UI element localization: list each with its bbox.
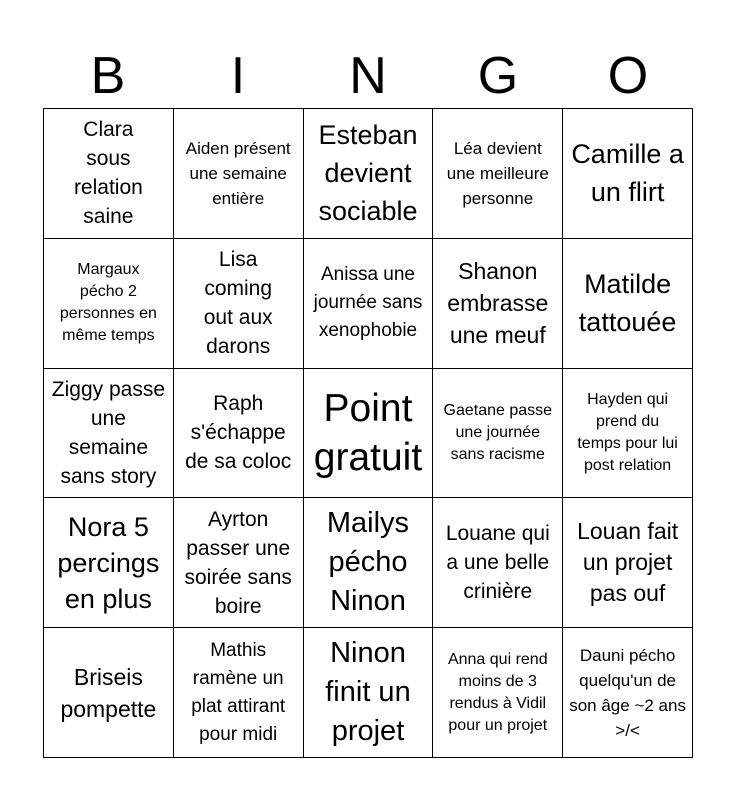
header-letter-b: B — [90, 47, 126, 105]
bingo-cell-r5c1 — [44, 628, 174, 758]
header-letter-o: O — [607, 47, 649, 105]
bingo-cell-r2c2 — [174, 239, 304, 369]
bingo-cell-text: Nora 5 percings en plus — [57, 511, 160, 614]
bingo-cell-r1c5 — [563, 109, 693, 239]
bingo-cell-r1c4 — [433, 109, 563, 239]
bingo-cell-r3c1 — [44, 369, 174, 499]
bingo-grid — [43, 108, 693, 758]
bingo-cell-r2c5 — [563, 239, 693, 369]
bingo-cell-text: Aiden présent une semaine entière — [185, 138, 291, 208]
bingo-cell-r3c5 — [563, 369, 693, 499]
bingo-cell-text: Lisa coming out aux darons — [203, 248, 273, 359]
bingo-cell-r2c4 — [433, 239, 563, 369]
bingo-cell-text: Clara sous relation saine — [73, 118, 143, 229]
bingo-cell-r1c3 — [304, 109, 434, 239]
bingo-cell-r3c3 — [304, 369, 434, 499]
bingo-cell-text: Louan fait un projet pas ouf — [577, 518, 679, 607]
bingo-cell-text: Gaetane passe une journée sans racisme — [443, 401, 553, 463]
bingo-cell-text: Matilde tattouée — [578, 269, 677, 338]
bingo-cell-r5c2 — [174, 628, 304, 758]
bingo-cell-r4c3 — [304, 498, 434, 628]
bingo-cell-r1c1 — [44, 109, 174, 239]
bingo-cell-text: Briseis pompette — [60, 663, 157, 722]
bingo-cell-text: Anissa une journée sans xenophobie — [313, 264, 423, 342]
bingo-cell-text: Ninon finit un projet — [325, 637, 411, 748]
bingo-cell-text: Léa devient une meilleure personne — [446, 138, 549, 208]
bingo-cell-text: Dauni pécho quelqu'un de son âge ~2 ans >/< — [569, 645, 686, 740]
bingo-cell-r5c4 — [433, 628, 563, 758]
bingo-cell-r5c5 — [563, 628, 693, 758]
bingo-cell-text: Camille a un flirt — [571, 139, 684, 208]
bingo-cell-text: Margaux pécho 2 personnes en même temps — [59, 261, 157, 345]
bingo-cell-r2c3 — [304, 239, 434, 369]
bingo-cell-r5c3 — [304, 628, 434, 758]
header-letter-n: N — [349, 47, 387, 105]
bingo-cell-r4c1 — [44, 498, 174, 628]
bingo-cell-r3c2 — [174, 369, 304, 499]
bingo-cell-text: Esteban devient sociable — [318, 120, 418, 227]
bingo-cell-r4c4 — [433, 498, 563, 628]
bingo-cell-text: Louane qui a une belle crinière — [445, 522, 550, 604]
bingo-cell-text: Mathis ramène un plat attirant pour midi — [191, 639, 286, 745]
header-letter-g: G — [477, 47, 519, 105]
bingo-cell-text: Point gratuit — [313, 386, 423, 479]
bingo-cell-text: Ziggy passe une semaine sans story — [51, 377, 166, 488]
bingo-cell-r1c2 — [174, 109, 304, 239]
bingo-cell-r3c4 — [433, 369, 563, 499]
header-letter-i: I — [230, 47, 246, 105]
bingo-cell-text: Mailys pécho Ninon — [326, 507, 410, 618]
bingo-cell-text: Raph s'échappe de sa coloc — [185, 392, 292, 474]
bingo-cell-r4c5 — [563, 498, 693, 628]
bingo-cell-r2c1 — [44, 239, 174, 369]
bingo-cell-text: Anna qui rend moins de 3 rendus à Vidil pour un projet — [447, 650, 548, 734]
bingo-cell-text: Hayden qui prend du temps pour lui post relation — [577, 390, 678, 474]
bingo-cell-r4c2 — [174, 498, 304, 628]
bingo-header — [43, 46, 693, 106]
bingo-cell-text: Ayrton passer une soirée sans boire — [184, 507, 292, 618]
bingo-cell-text: Shanon embrasse une meuf — [447, 258, 549, 349]
